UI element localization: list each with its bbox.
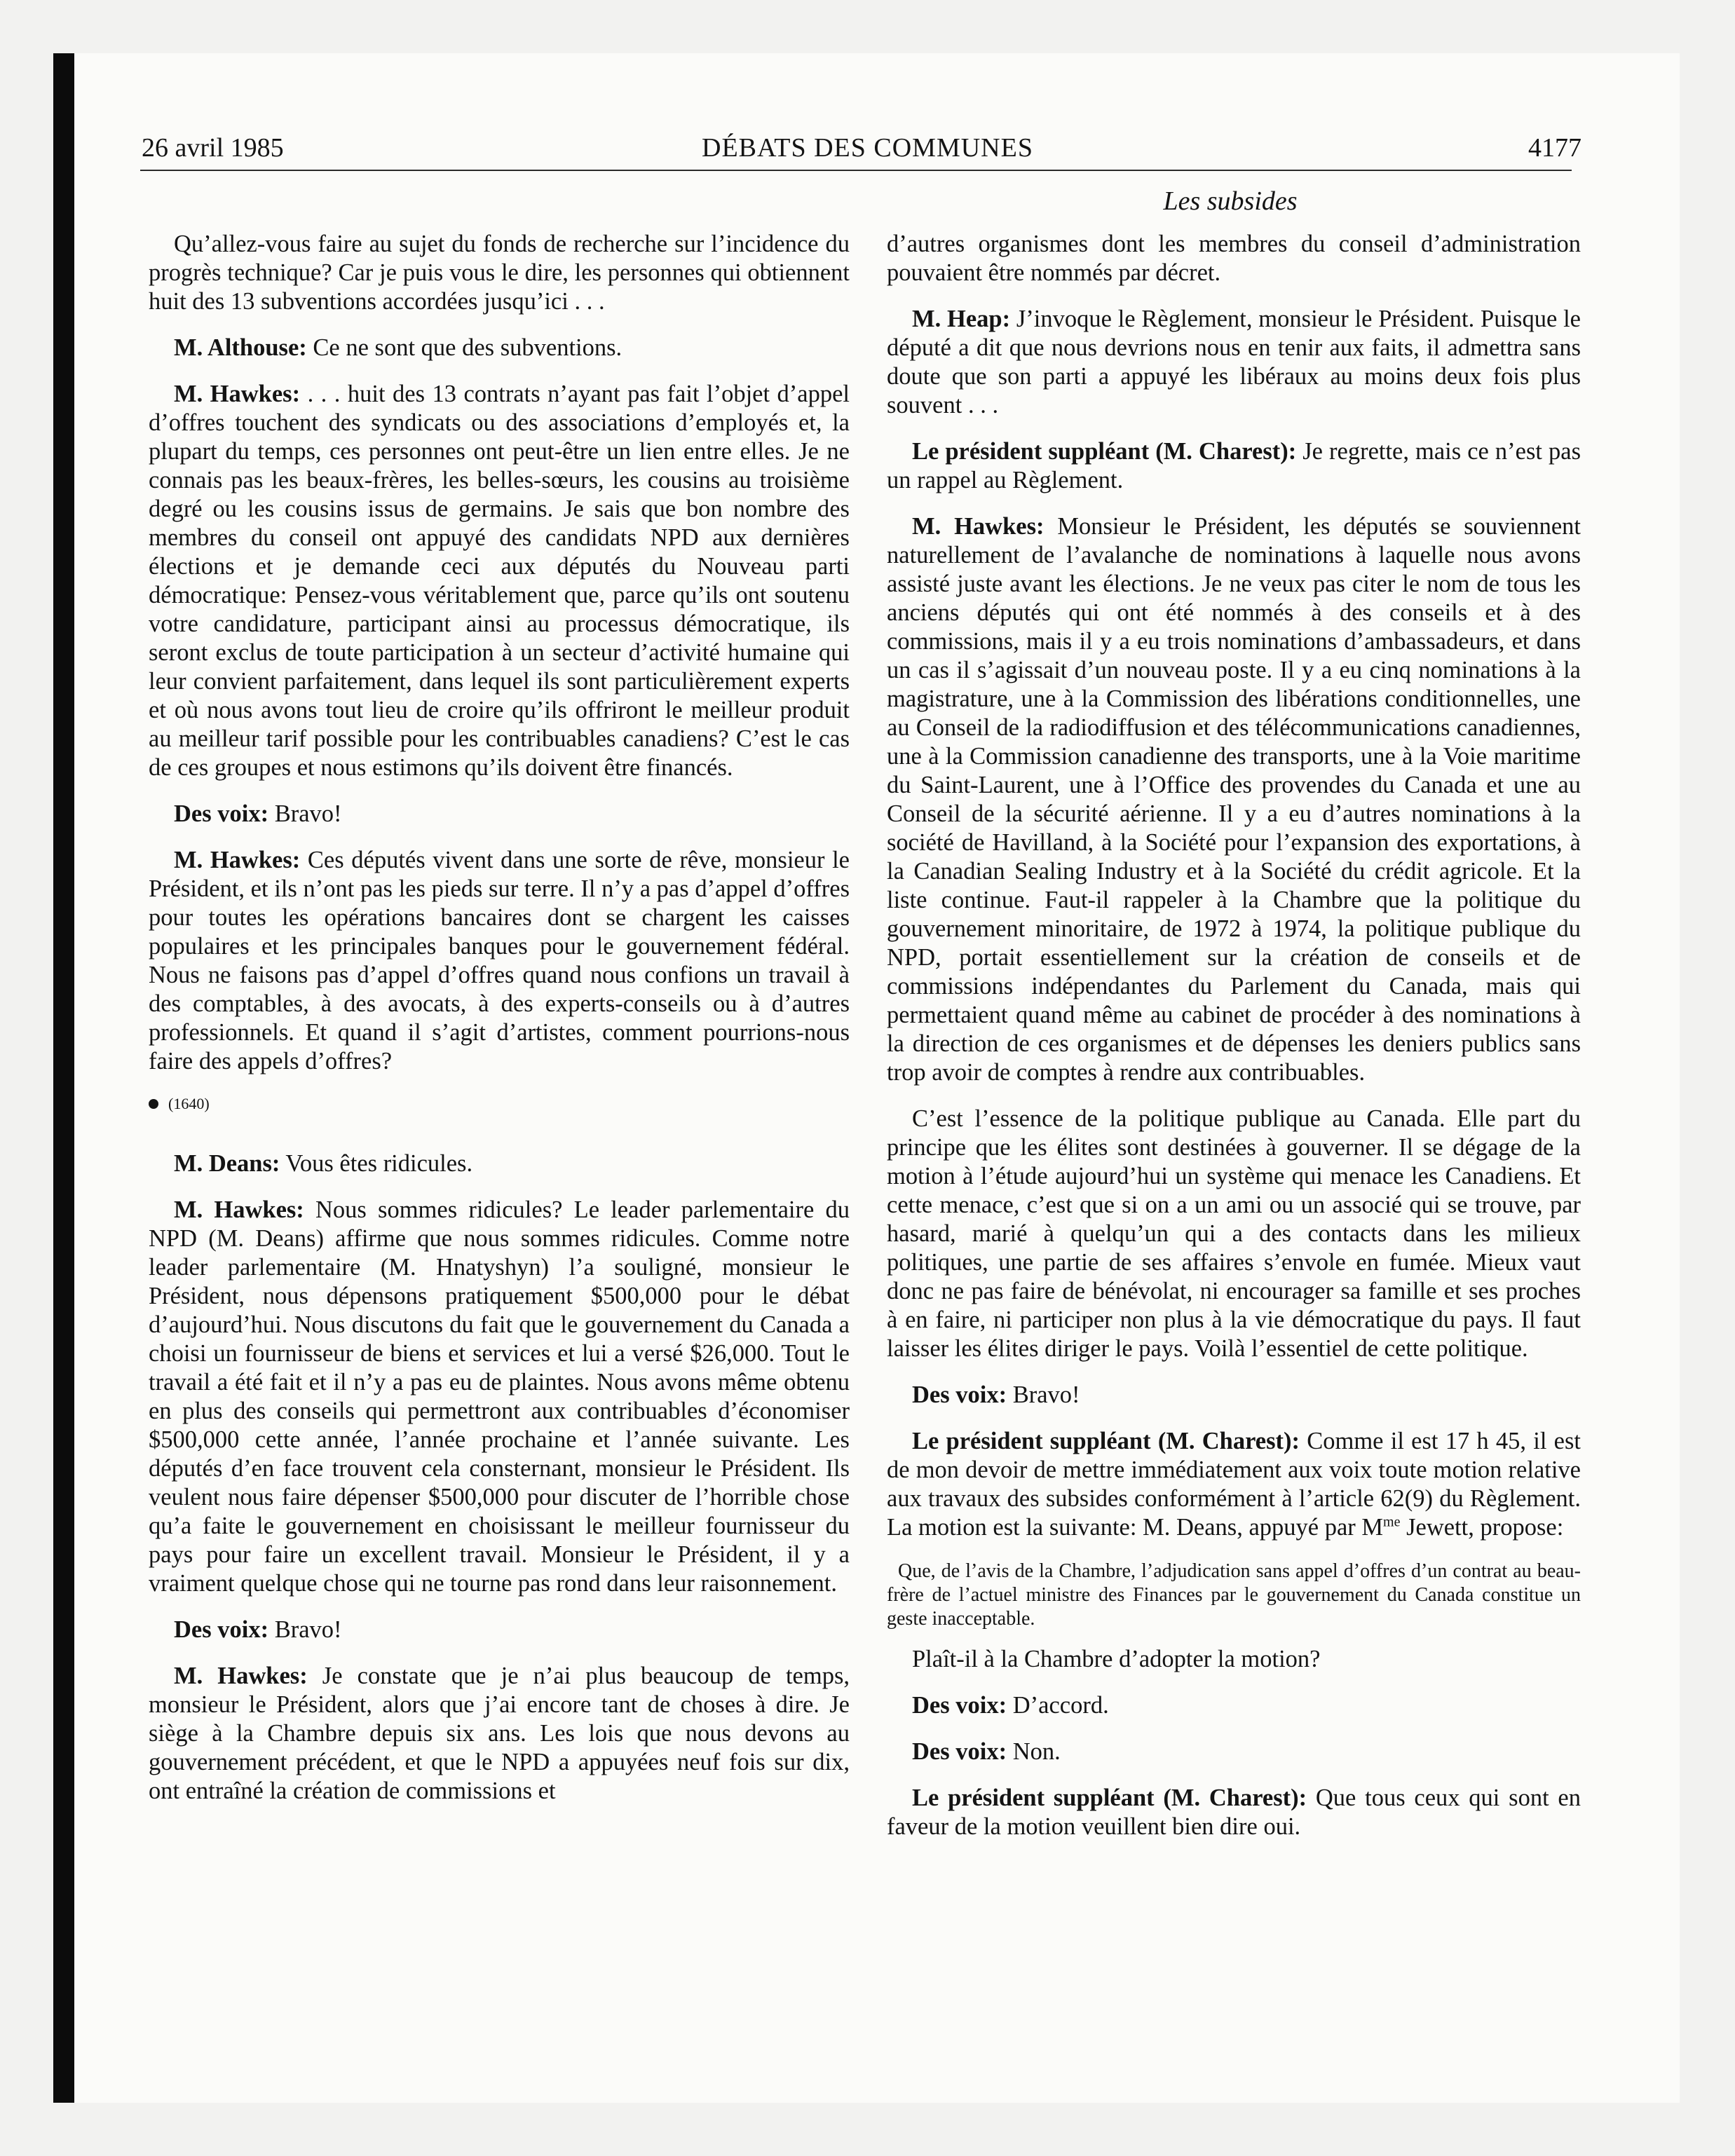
paragraph: C’est l’essence de la politique publique au Canada. Elle part du principe que les élites sont destinées à gouverner. Il se dégage de la motion à l’étude aujourd’hui un système qui menace les Canadiens. Et cette menace, c’est que si on a un ami ou un associé qui se trouve, par hasard, marié à quelqu’un qui a des contacts dans les milieux politiques, une partie de ses affaires s’envole en fumée. Mieux vaut donc ne pas faire de bénévolat, ni encourager sa famille et ses proches à en faire, ni participer non plus à la vie démocratique du pays. Il faut laisser les élites diriger le pays. Voilà l’essentiel de cette politique. — [887, 1105, 1581, 1362]
header-rule — [140, 170, 1572, 171]
speech-text: Monsieur le Président, les députés se souviennent naturellement de l’avalanche de nominations à laquelle nous avons assisté juste avant les élections. Je ne veux pas citer le nom de tous les anciens députés qui ont été nommés à des conseils et à des commissions, mais il y a eu trois nominations d’ambassadeurs, et dans un cas il s’agissait d’un nouveau poste. Il y a eu cinq nominations à la magistrature, une à la Commission des libérations conditionnelles, une au Conseil de la radiodiffusion et des télécommunications canadiennes, une à la Commission canadienne des transports, une à la Voie maritime du Saint-Laurent, une à l’Office des provendes du Canada et une au Conseil de la sécurité aérienne. Il y a eu d’autres nominations à la société de Havilland, à la Société pour l’expansion des exportations, à la Canadian Sealing Industry et à la Société du crédit agricole. Et la liste continue. Faut-il rappeler à la Chambre que la politique du gouvernement minoritaire, de 1972 à 1974, la politique publique du NPD, portait essentiellement sur la création de conseils et de commissions indépendantes du Parlement du Canada, mais qui permettaient quand même au cabinet de procéder à des nominations à la direction de ces organismes et de dépenses les deniers publics sans trop avoir de comptes à rendre aux contribuables. — [887, 513, 1581, 1086]
speaker-name: M. Hawkes: — [174, 847, 301, 873]
speech-text: Non. — [1007, 1738, 1061, 1765]
speech-text: Comme il est 17 h 45, il est de mon devoir de mettre immédiatement aux voix toute motion relative aux travaux des subsides conformément à l’article 62(9) du Règlement. La motion est la suivante: M. Deans, appuyé par M — [887, 1428, 1581, 1541]
superscript: me — [1383, 1514, 1401, 1530]
paragraph — [149, 1149, 850, 1178]
speaker-name: Le président suppléant (M. Charest): — [912, 1785, 1307, 1811]
speaker-name: M. Hawkes: — [174, 1663, 308, 1689]
speech-text: D’accord. — [1007, 1692, 1109, 1719]
speech-text: Ces députés vivent dans une sorte de rêve, monsieur le Président, et ils n’ont pas les pieds sur terre. Il n’y a pas d’appel d’offres pour toutes les opérations bancaires dont se chargent les caisses populaires et les principales banques pour le gouvernement fédéral. Nous ne faisons pas d’appel d’offres quand nous confions un travail à des comptables, à des avocats, à des experts-conseils ou à d’autres professionnels. Et quand il s’agit d’artistes, comment pourrions-nous faire des appels d’offres? — [149, 847, 850, 1074]
bullet-icon — [149, 1099, 158, 1109]
speaker-name: M. Heap: — [912, 306, 1011, 332]
speech-text: J’invoque le Règlement, monsieur le Président. Puisque le député a dit que nous devrions nous en tenir aux faits, il admettra sans doute que son parti a appuyé les libéraux au moins deux fois plus souvent . . . — [887, 306, 1581, 418]
left-column — [149, 230, 850, 1823]
paragraph — [887, 437, 1581, 495]
speech-text: . . . huit des 13 contrats n’ayant pas fait l’objet d’appel d’offres touchent des syndicats ou des associations d’employés et, la plupart du temps, ces personnes ont peut-être un lien entre elles. Je ne connais pas les beaux-frères, les belles-sœurs, les cousins au troisième degré ou les cousins issus de germains. Je sais que bon nombre des membres du conseil ont appuyé des candidats NPD aux dernières élections et je demande ceci aux députés du Nouveau parti démocratique: Pensez-vous véritablement que, parce qu’ils ont soutenu votre candidature, participant ainsi au processus démocratique, ils seront exclus de toute participation à un secteur d’activité humaine qui leur convient parfaitement, dans lequel ils sont particulièrement experts et où nous avons tout lieu de croire qu’ils offriront le meilleur produit au meilleur tarif possible pour les contribuables canadiens? C’est le cas de ces groupes et nous estimons qu’ils doivent être financés. — [149, 381, 850, 781]
speaker-name: Le président suppléant (M. Charest): — [912, 1428, 1300, 1454]
right-column — [887, 230, 1581, 1859]
section-heading: Les subsides — [1163, 186, 1298, 216]
paragraph — [887, 1427, 1581, 1542]
speaker-name: M. Deans: — [174, 1150, 280, 1177]
paragraph — [887, 1784, 1581, 1841]
speech-text: Bravo! — [268, 800, 342, 827]
speech-text: Jewett, propose: — [1400, 1514, 1564, 1541]
paragraph — [149, 1196, 850, 1598]
paragraph — [149, 334, 850, 362]
paragraph — [887, 512, 1581, 1087]
paragraph — [149, 1662, 850, 1806]
page-number: 4177 — [1528, 133, 1581, 163]
paragraph — [149, 846, 850, 1076]
paragraph: Plaît-il à la Chambre d’adopter la motion? — [912, 1646, 1321, 1672]
scan-edge — [53, 53, 74, 2103]
speech-text: Que tous ceux qui sont en faveur de la motion veuillent bien dire oui. — [887, 1785, 1581, 1840]
speaker-name: M. Hawkes: — [174, 381, 301, 407]
speaker-name: Des voix: — [912, 1692, 1007, 1719]
motion-text: Que, de l’avis de la Chambre, l’adjudication sans appel d’offres d’un contrat au beau-frère de l’actuel ministre des Finances par le gouvernement du Canada constitue un geste inacceptable. — [887, 1560, 1581, 1630]
speech-text: Bravo! — [268, 1616, 342, 1643]
speaker-name: M. Hawkes: — [174, 1196, 304, 1223]
paragraph — [887, 305, 1581, 420]
speaker-name: M. Hawkes: — [912, 513, 1045, 540]
speaker-name: Des voix: — [912, 1738, 1007, 1765]
speech-text: Je regrette, mais ce n’est pas un rappel au Règlement. — [887, 438, 1581, 493]
paragraph — [887, 1691, 1581, 1720]
paragraph — [149, 1616, 850, 1644]
speech-text: Ce ne sont que des subventions. — [306, 334, 622, 361]
paragraph — [149, 800, 850, 828]
speaker-name: Des voix: — [174, 800, 269, 827]
paragraph — [887, 1381, 1581, 1410]
header-date: 26 avril 1985 — [142, 133, 284, 163]
timestamp: (1640) — [168, 1095, 210, 1112]
speech-text: Je constate que je n’ai plus beaucoup de temps, monsieur le Président, alors que j’ai encore tant de choses à dire. Je siège à la Chambre depuis six ans. Les lois que nous devons au gouvernement précédent, et que le NPD a appuyées neuf fois sur dix, ont entraîné la création de commissions et — [149, 1663, 850, 1804]
paragraph — [149, 380, 850, 782]
speaker-name: Des voix: — [912, 1381, 1007, 1408]
speaker-name: Des voix: — [174, 1616, 269, 1643]
speech-text: Bravo! — [1007, 1381, 1080, 1408]
paragraph: Qu’allez-vous faire au sujet du fonds de recherche sur l’incidence du progrès technique? Car je puis vous le dire, les personnes qui obtiennent huit des 13 subventions accordées jusqu’ici . . . — [149, 231, 850, 315]
timestamp-marker — [149, 1093, 850, 1114]
speaker-name: M. Althouse: — [174, 334, 307, 361]
speaker-name: Le président suppléant (M. Charest): — [912, 438, 1297, 465]
speech-text: Vous êtes ridicules. — [280, 1150, 473, 1177]
paragraph: d’autres organismes dont les membres du conseil d’administration pouvaient être nommés par décret. — [887, 231, 1581, 286]
header-title: DÉBATS DES COMMUNES — [702, 133, 1033, 163]
paragraph — [887, 1738, 1581, 1766]
speech-text: Nous sommes ridicules? Le leader parlementaire du NPD (M. Deans) affirme que nous sommes ridicules. Comme notre leader parlementaire (M. Hnatyshyn) l’a souligné, monsieur le Président, nous dépensons pratiquement $500,000 pour le débat d’aujourd’hui. Nous discutons du fait que le gouvernement du Canada a choisi un fournisseur de biens et services et lui a versé $26,000. Tout le travail a été fait et il n’y a pas eu de plaintes. Nous avons même obtenu en plus des conseils qui permettront aux contribuables d’économiser $500,000 cette année, l’année prochaine et l’année suivante. Les députés d’en face trouvent cela consternant, monsieur le Président. Ils veulent nous faire dépenser $500,000 pour discuter de l’horrible chose qu’a faite le gouvernement en choisissant le meilleur fournisseur du pays pour faire un excellent travail. Monsieur le Président, il y a vraiment quelque chose qui ne tourne pas rond dans leur raisonnement. — [149, 1196, 850, 1597]
